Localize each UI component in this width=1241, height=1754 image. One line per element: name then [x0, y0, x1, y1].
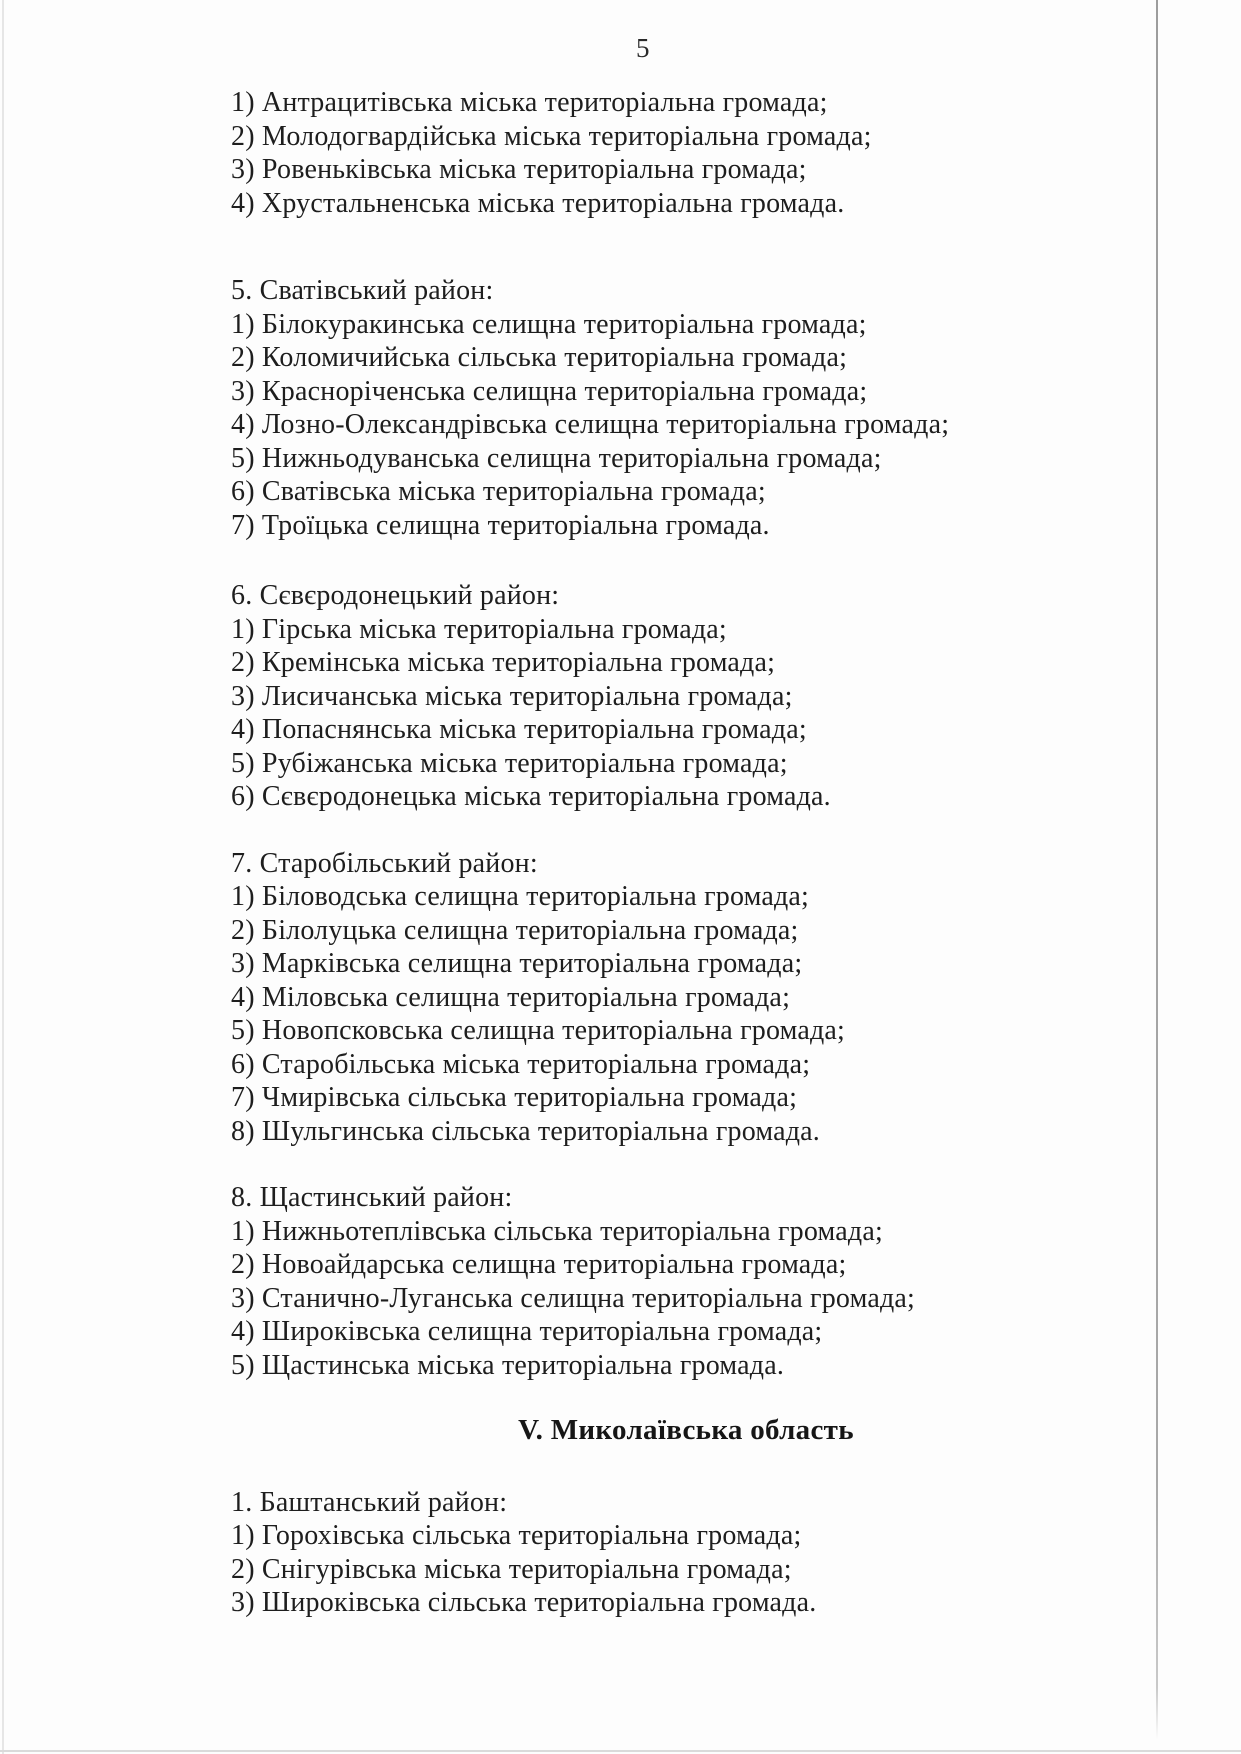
list-item: 2) Снігурівська міська територіальна громада;: [231, 1553, 792, 1585]
list-item: 3) Красноріченська селищна територіальна громада;: [231, 375, 868, 407]
list-item: 5) Щастинська міська територіальна громада.: [231, 1349, 785, 1381]
list-item: 1) Гірська міська територіальна громада;: [231, 613, 727, 645]
list-item: 2) Коломичийська сільська територіальна громада;: [231, 342, 848, 373]
list-item: 6) Старобільська міська територіальна громада;: [231, 1048, 811, 1080]
section-block-shchastynskyi: [231, 1181, 1031, 1382]
list-item: 2) Молодогвардійська міська територіальна громада;: [231, 120, 872, 152]
list-item: 1) Нижньотеплівська сільська територіальна громада;: [231, 1215, 883, 1247]
section-title: 8. Щастинський район:: [231, 1182, 513, 1213]
section-title: 5. Сватівський район:: [231, 275, 494, 306]
list-item: 3) Широківська сільська територіальна громада.: [231, 1587, 817, 1618]
list-item: 2) Кремінська міська територіальна громада;: [231, 647, 776, 678]
list-item: 1) Горохівська сільська територіальна громада;: [231, 1520, 802, 1551]
list-item: 4) Лозно-Олександрівська селищна територіальна громада;: [231, 409, 950, 440]
list-item: 4) Попаснянська міська територіальна громада;: [231, 714, 807, 745]
list-item: 1) Антрацитівська міська територіальна громада;: [231, 87, 828, 118]
list-item: 7) Троїцька селищна територіальна громада.: [231, 509, 770, 541]
list-item: 5) Новопсковська селищна територіальна громада;: [231, 1015, 846, 1046]
list-item: 3) Станично-Луганська селищна територіальна громада;: [231, 1282, 915, 1314]
section-block-bashtanskyi: [231, 1486, 1031, 1620]
list-item: 7) Чмирівська сільська територіальна громада;: [231, 1082, 798, 1113]
list-item: 1) Білокуракинська селищна територіальна громада;: [231, 308, 867, 340]
section-title: 6. Сєвєродонецький район:: [231, 580, 560, 611]
list-item: 3) Лисичанська міська територіальна громада;: [231, 680, 793, 712]
scan-edge-bottom: [0, 1750, 1241, 1752]
section-block-sieverodonetskyi: [231, 579, 1031, 814]
section-title: 1. Баштанський район:: [231, 1486, 508, 1518]
list-item: 3) Марківська селищна територіальна громада;: [231, 948, 803, 979]
list-item: 4) Міловська селищна територіальна громада;: [231, 981, 791, 1013]
list-item: 5) Нижньодуванська селищна територіальна громада;: [231, 442, 882, 474]
list-item: 4) Хрустальненська міська територіальна громада.: [231, 187, 845, 219]
list-item: 3) Ровеньківська міська територіальна громада;: [231, 154, 807, 185]
document-body: [231, 86, 1031, 1620]
list-item: 8) Шульгинська сільська територіальна громада.: [231, 1115, 820, 1147]
list-item: 5) Рубіжанська міська територіальна громада;: [231, 747, 788, 779]
page-number: 5: [636, 33, 650, 63]
chapter-heading: V. Миколаївська область: [518, 1414, 854, 1446]
list-block-continuation: [231, 86, 1031, 220]
section-title: 7. Старобільський район:: [231, 847, 538, 879]
section-block-svativskyi: [231, 274, 1031, 542]
section-block-starobilskyi: [231, 847, 1031, 1149]
list-item: 6) Сватівська міська територіальна громада;: [231, 476, 766, 507]
list-item: 2) Білолуцька селищна територіальна громада;: [231, 914, 799, 946]
list-item: 1) Біловодська селищна територіальна громада;: [231, 881, 810, 912]
list-item: 6) Сєвєродонецька міська територіальна громада.: [231, 781, 831, 812]
list-item: 2) Новоайдарська селищна територіальна громада;: [231, 1249, 847, 1280]
scan-edge-right: [1156, 0, 1158, 1740]
list-item: 4) Широківська селищна територіальна громада;: [231, 1316, 823, 1347]
scan-edge-left: [2, 0, 4, 1754]
